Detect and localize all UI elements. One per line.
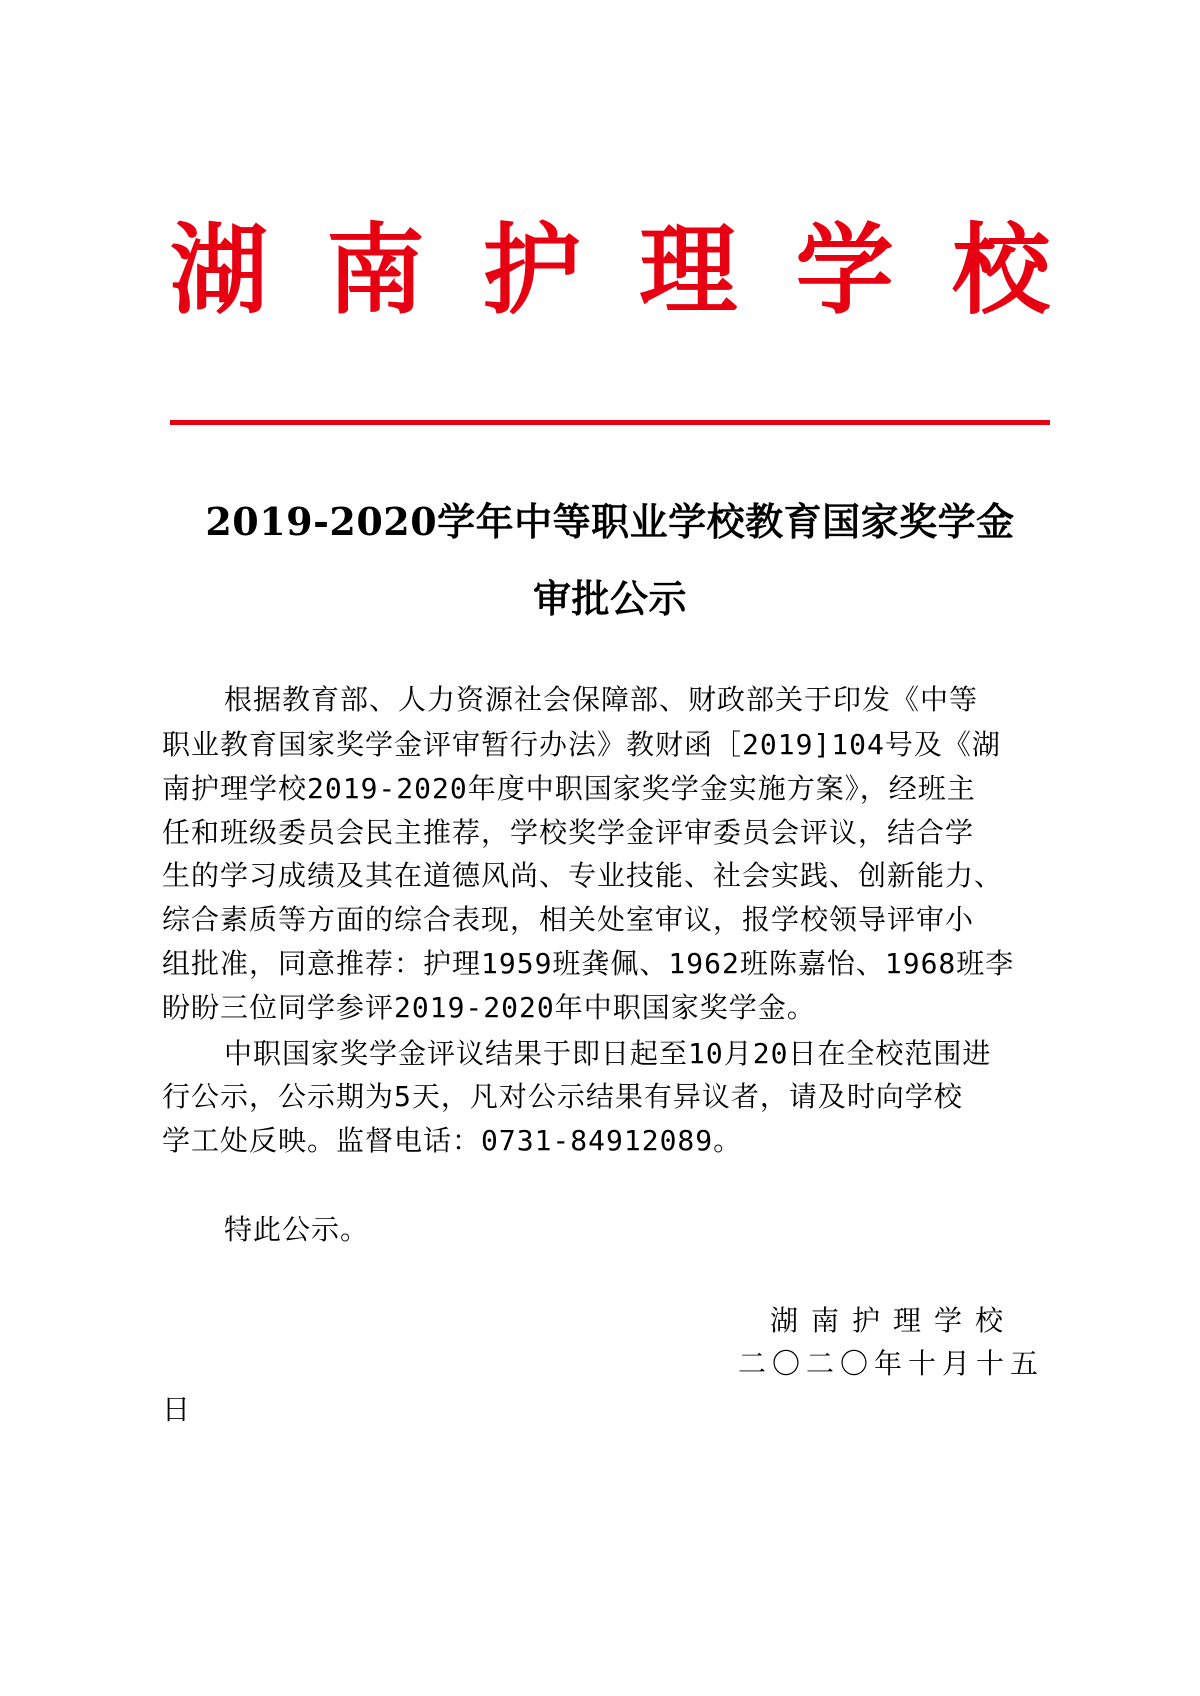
body-line: 根据教育部、人力资源社会保障部、财政部关于印发《中等	[224, 683, 979, 716]
masthead-char: 理	[639, 213, 738, 328]
body-line: 职业教育国家奖学金评审暂行办法》教财函［2019]104号及《湖	[162, 728, 1001, 761]
body-line: 综合素质等方面的综合表现，相关处室审议，报学校领导评审小	[162, 903, 975, 936]
document-title-line-1: 2019-2020学年中等职业学校教育国家奖学金	[205, 499, 1015, 544]
masthead-char: 校	[951, 213, 1050, 328]
body-line: 南护理学校2019-2020年度中职国家奖学金实施方案》，经班主	[162, 772, 976, 805]
body-line: 组批准，同意推荐：护理1959班龚佩、1962班陈嘉怡、1968班李	[162, 947, 1015, 980]
document-title-line-2: 审批公示	[532, 576, 687, 621]
masthead-char: 湖	[170, 213, 269, 328]
body-line: 任和班级委员会民主推荐，学校奖学金评审委员会评议，结合学	[162, 816, 975, 849]
body-line: 生的学习成绩及其在道德风尚、专业技能、社会实践、创新能力、	[162, 859, 1004, 892]
signature-date-tail: 日	[162, 1393, 191, 1426]
masthead-char: 学	[795, 213, 894, 328]
body-line: 学工处反映。监督电话：0731-84912089。	[162, 1124, 743, 1157]
masthead-char: 护	[482, 213, 581, 328]
red-divider	[170, 420, 1050, 425]
signature-org: 湖南护理学校	[770, 1304, 1017, 1337]
body-line: 盼盼三位同学参评2019-2020年中职国家奖学金。	[162, 991, 816, 1024]
body-line: 中职国家奖学金评议结果于即日起至10月20日在全校范围进	[224, 1037, 992, 1070]
school-masthead	[170, 213, 1050, 328]
signature-date: 二〇二〇年十月十五	[738, 1347, 1045, 1380]
masthead-char: 南	[326, 213, 425, 328]
closing-text: 特此公示。	[224, 1213, 370, 1246]
body-line: 行公示，公示期为5天，凡对公示结果有异议者，请及时向学校	[162, 1080, 963, 1113]
